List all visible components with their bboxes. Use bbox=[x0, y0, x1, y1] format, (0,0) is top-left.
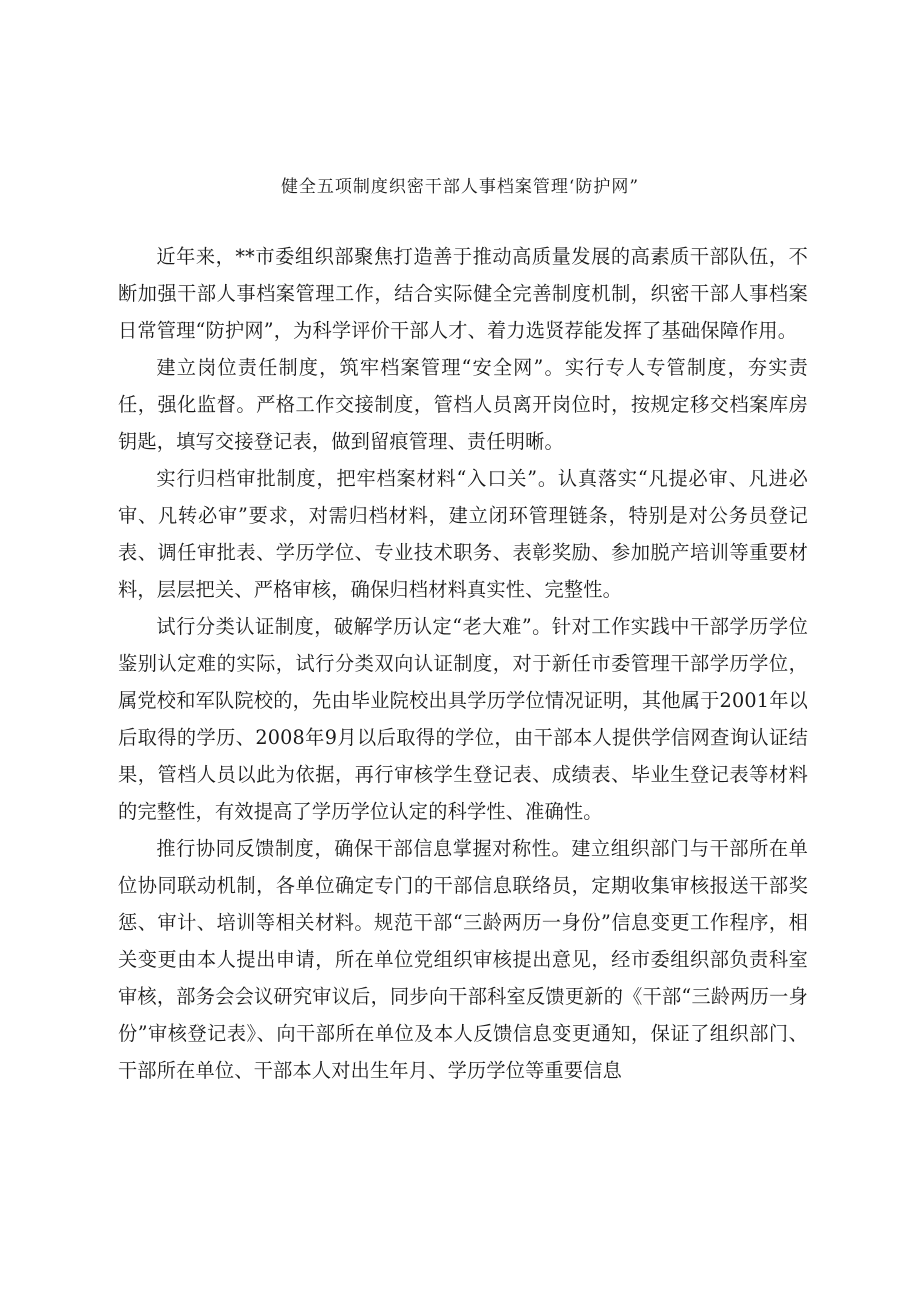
paragraph: 试行分类认证制度，破解学历认定“老大难”。针对工作实践中干部学历学位鉴别认定难的实际，试行分类双向认证制度，对于新任市委管理干部学历学位，属党校和军队院校的，先由毕业院校出具学历学位情况证明，其他属于2001年以后取得的学历、2008年9月以后取得的学位，由干部本人提供学信网查询认证结果，管档人员以此为依据，再行审核学生登记表、成绩表、毕业生登记表等材料的完整性，有效提高了学历学位认定的科学性、准确性。 bbox=[118, 615, 808, 823]
paragraph: 建立岗位责任制度，筑牢档案管理“安全网”。实行专人专管制度，夯实责任，强化监督。严格工作交接制度，管档人员离开岗位时，按规定移交档案库房钥匙，填写交接登记表，做到留痕管理、责任明晰。 bbox=[118, 356, 808, 453]
document-title: 健全五项制度织密干部人事档案管理‘防护网” bbox=[280, 177, 640, 197]
document-body bbox=[118, 238, 808, 1089]
paragraph: 推行协同反馈制度，确保干部信息掌握对称性。建立组织部门与干部所在单位协同联动机制，各单位确定专门的干部信息联络员，定期收集审核报送干部奖惩、审计、培训等相关材料。规范干部“三龄两历一身份”信息变更工作程序，相关变更由本人提出申请，所在单位党组织审核提出意见，经市委组织部负责科室审核，部务会会议研究审议后，同步向干部科室反馈更新的《干部“三龄两历一身份”审核登记表》、向干部所在单位及本人反馈信息变更通知，保证了组织部门、干部所在单位、干部本人对出生年月、学历学位等重要信息 bbox=[118, 837, 808, 1082]
paragraph: 近年来，**市委组织部聚焦打造善于推动高质量发展的高素质干部队伍，不断加强干部人事档案管理工作，结合实际健全完善制度机制，织密干部人事档案日常管理“防护网”，为科学评价干部人才、着力选贤荐能发挥了基础保障作用。 bbox=[118, 245, 808, 342]
paragraph: 实行归档审批制度，把牢档案材料“入口关”。认真落实“凡提必审、凡进必审、凡转必审”要求，对需归档材料，建立闭环管理链条，特别是对公务员登记表、调任审批表、学历学位、专业技术职务、表彰奖励、参加脱产培训等重要材料，层层把关、严格审核，确保归档材料真实性、完整性。 bbox=[118, 467, 808, 601]
